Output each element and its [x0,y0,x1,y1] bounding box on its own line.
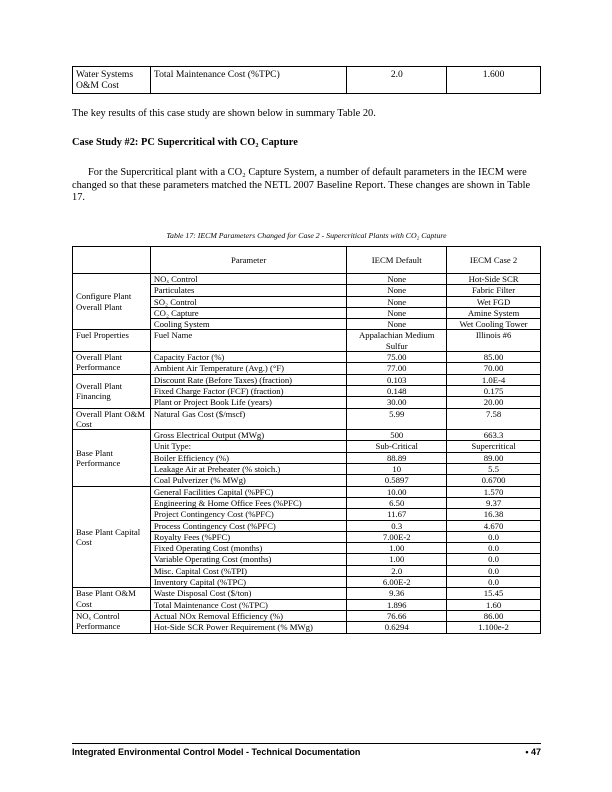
row-category: Configure Plant Overall Plant [73,274,151,330]
row-default-value: 0.148 [347,385,447,396]
row-case2-value: 20.00 [447,397,541,408]
row-default-value: None [347,285,447,296]
row-default-value: None [347,274,447,285]
row-default-value: 5.99 [347,408,447,430]
row-category: Base Plant O&M Cost [73,588,151,611]
row-default-value: 10 [347,464,447,475]
row-case2-value: Illinois #6 [447,330,541,352]
row-parameter: Misc. Capital Cost (%TPI) [150,565,346,576]
row-case2-value: Supercritical [447,441,541,452]
row-category: Fuel Properties [73,330,151,352]
row-category: Overall Plant O&M Cost [73,408,151,430]
case-study-heading: Case Study #2: PC Supercritical with CO₂ Capture [72,137,298,148]
row-case2-value: 1.0E-4 [447,374,541,385]
row-parameter: Coal Pulverizer (% MWg) [150,475,346,486]
row-parameter: Total Maintenance Cost (%TPC) [150,599,346,610]
header-case2: IECM Case 2 [447,247,541,274]
table-caption: Table 17: IECM Parameters Changed for Case 2 - Supercritical Plants with CO₂ Capture [166,231,447,240]
row-case2-value: 0.175 [447,385,541,396]
row-case2-value: 1.570 [447,486,541,497]
row-parameter: Actual NOx Removal Efficiency (%) [150,610,346,621]
row-parameter: Fuel Name [150,330,346,352]
row-category: Overall Plant Performance [73,352,151,375]
row-case2-value: 5.5 [447,464,541,475]
row-parameter: Waste Disposal Cost ($/ton) [150,588,346,599]
table-row [73,274,541,285]
row-parameter: Capacity Factor (%) [150,352,346,363]
row-case2-value: 4.670 [447,520,541,531]
row-default-value: 500 [347,430,447,441]
row-parameter: Cooling System [150,319,346,330]
continued-table [72,66,541,94]
row-case2-value: 89.00 [447,452,541,463]
header-default: IECM Default [347,247,447,274]
row-case2-value: 1.100e-2 [447,622,541,633]
row-parameter: Project Contingency Cost (%PFC) [150,509,346,520]
row-parameter: Ambient Air Temperature (Avg.) (°F) [150,363,346,374]
row-default-value: 0.6294 [347,622,447,633]
key-results-paragraph: The key results of this case study are shown below in summary Table 20. [72,108,376,119]
row-parameter: Unit Type: [150,441,346,452]
row-parameter: Gross Electrical Output (MWg) [150,430,346,441]
row-default-value: 0.5897 [347,475,447,486]
row-parameter: Natural Gas Cost ($/mscf) [150,408,346,430]
row-case2-value: 663.3 [447,430,541,441]
row-parameter: Fixed Charge Factor (FCF) (fraction) [150,385,346,396]
row-parameter: Process Contingency Cost (%PFC) [150,520,346,531]
page-number: • 47 [525,747,541,757]
row-category: Overall Plant Financing [73,374,151,408]
row-default-value: 0.103 [347,374,447,385]
row-parameter: Variable Operating Cost (months) [150,554,346,565]
row-default-value: None [347,296,447,307]
footer-title: Integrated Environmental Control Model - Technical Documentation [72,747,361,757]
row-parameter: Plant or Project Book Life (years) [150,397,346,408]
row-parameter: Engineering & Home Office Fees (%PFC) [150,497,346,508]
row-parameter: Inventory Capital (%TPC) [150,577,346,588]
row-default-value: Appalachian Medium Sulfur [347,330,447,352]
row-case2-value: Fabric Filter [447,285,541,296]
row-default-value: Sub-Critical [347,441,447,452]
row-default-value: 2.0 [347,67,447,94]
row-parameter: Boiler Efficiency (%) [150,452,346,463]
footer-divider [72,743,541,744]
row-category: Base Plant Capital Cost [73,486,151,588]
row-case2-value: 70.00 [447,363,541,374]
intro-paragraph: For the Supercritical plant with a CO₂ Capture System, a number of default parameters in the IECM were changed so that these parameters matched the NETL 2007 Baseline Report. These changes are shown in Table 17. [72,167,531,204]
row-default-value: 1.896 [347,599,447,610]
table-row [73,430,541,441]
row-parameter: Royalty Fees (%PFC) [150,531,346,542]
row-parameter: Particulates [150,285,346,296]
row-default-value: 9.36 [347,588,447,599]
header-category [73,247,151,274]
row-case2-value: 9.37 [447,497,541,508]
row-default-value: 6.50 [347,497,447,508]
row-default-value: 77.00 [347,363,447,374]
table-row [73,67,541,94]
row-default-value: 10.00 [347,486,447,497]
table-row [73,352,541,363]
table-header-row [73,247,541,274]
row-parameter: General Facilities Capital (%PFC) [150,486,346,497]
row-default-value: 2.0 [347,565,447,576]
table-row [73,330,541,352]
table-row [73,610,541,621]
row-case2-value: 1.60 [447,599,541,610]
table-row [73,588,541,599]
row-case2-value: 15.45 [447,588,541,599]
row-category: Base Plant Performance [73,430,151,486]
row-parameter: Hot-Side SCR Power Requirement (% MWg) [150,622,346,633]
row-case2-value: Amine System [447,307,541,318]
row-default-value: 7.00E-2 [347,531,447,542]
row-case2-value: 0.0 [447,531,541,542]
row-parameter: CO₂ Capture [150,307,346,318]
row-case2-value: 0.0 [447,565,541,576]
row-default-value: 30.00 [347,397,447,408]
row-parameter: Leakage Air at Preheater (% stoich.) [150,464,346,475]
row-default-value: 6.00E-2 [347,577,447,588]
row-case2-value: 86.00 [447,610,541,621]
row-default-value: None [347,319,447,330]
row-parameter: Discount Rate (Before Taxes) (fraction) [150,374,346,385]
row-default-value: 1.00 [347,554,447,565]
row-category: Water Systems O&M Cost [73,67,151,94]
row-default-value: 1.00 [347,543,447,554]
row-parameter: NOₓ Control [150,274,346,285]
row-case2-value: 16.38 [447,509,541,520]
row-case2-value: Wet FGD [447,296,541,307]
row-case2-value: 85.00 [447,352,541,363]
row-default-value: 76.66 [347,610,447,621]
table-row [73,374,541,385]
row-default-value: 88.89 [347,452,447,463]
row-case2-value: 0.6700 [447,475,541,486]
header-parameter: Parameter [150,247,346,274]
row-default-value: 75.00 [347,352,447,363]
row-case2-value: 0.0 [447,577,541,588]
row-default-value: None [347,307,447,318]
table-row [73,408,541,430]
row-case2-value: Hot-Side SCR [447,274,541,285]
table-row [73,486,541,497]
row-category: NOₓ Control Performance [73,610,151,633]
row-case2-value: 1.600 [447,67,541,94]
row-parameter: SO₂ Control [150,296,346,307]
row-parameter: Total Maintenance Cost (%TPC) [150,67,347,94]
row-case2-value: Wet Cooling Tower [447,319,541,330]
row-case2-value: 0.0 [447,554,541,565]
row-default-value: 11.67 [347,509,447,520]
row-case2-value: 0.0 [447,543,541,554]
row-default-value: 0.3 [347,520,447,531]
row-case2-value: 7.58 [447,408,541,430]
parameters-table [72,246,541,634]
row-parameter: Fixed Operating Cost (months) [150,543,346,554]
